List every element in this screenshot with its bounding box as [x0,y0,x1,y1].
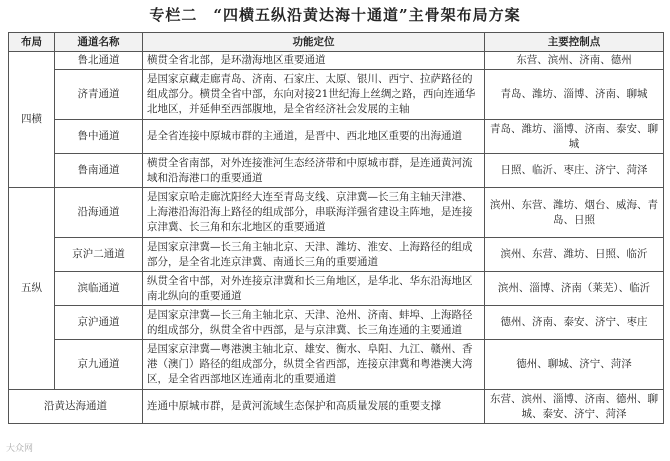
channel-name: 京沪二通道 [55,238,143,272]
channel-points: 东营、滨州、济南、德州 [485,52,664,70]
channel-function: 纵贯全省中部，对外连接京津冀和长三角地区，是华北、华东沿海地区南北纵向的重要通道 [143,272,485,306]
table-row [9,340,664,390]
header-channel-name: 通道名称 [55,33,143,52]
channel-name: 京九通道 [55,340,143,390]
channel-points: 滨州、东营、潍坊、日照、临沂 [485,238,664,272]
layout-table [8,32,664,424]
channel-name: 京沪通道 [55,306,143,340]
channel-name-yellow-river-to-sea: 沿黄达海通道 [9,390,143,424]
page-title: 专栏二 “四横五纵沿黄达海十通道”主骨架布局方案 [149,6,521,24]
channel-points: 滨州、淄博、济南（莱芜）、临沂 [485,272,664,306]
table-row [9,238,664,272]
header-control-points: 主要控制点 [485,33,664,52]
channel-function: 横贯全省南部，对外连接淮河生态经济带和中原城市群，是连通黄河流域和沿海港口的重要通道 [143,154,485,188]
table-row [9,390,664,424]
channel-points: 德州、聊城、济宁、菏泽 [485,340,664,390]
table-row [9,306,664,340]
channel-points: 东营、滨州、淄博、济南、德州、聊城、泰安、济宁、菏泽 [485,390,664,424]
channel-function: 是国家京津冀—粤港澳主轴北京、雄安、衡水、阜阳、九江、赣州、香港（澳门）路径的组成部分，纵贯全省西部，连接京津冀和粤港澳大湾区，是全省西部地区连通南北的重要通道 [143,340,485,390]
channel-name: 鲁南通道 [55,154,143,188]
table-row [9,120,664,154]
table-row [9,70,664,120]
channel-name: 鲁中通道 [55,120,143,154]
channel-points: 日照、临沂、枣庄、济宁、菏泽 [485,154,664,188]
channel-function: 是全省连接中原城市群的主通道，是晋中、西北地区重要的出海通道 [143,120,485,154]
header-function: 功能定位 [143,33,485,52]
channel-function: 是国家京藏走廊青岛、济南、石家庄、太原、银川、西宁、拉萨路径的组成部分。横贯全省中部，东向对接21世纪海上丝绸之路，西向连通华北地区，并延伸至西部腹地，是全省经济社会发展的主轴 [143,70,485,120]
channel-points: 滨州、东营、潍坊、烟台、威海、青岛、日照 [485,188,664,238]
table-row [9,154,664,188]
channel-function: 是国家京津冀—长三角主轴北京、天津、沧州、济南、蚌埠、上海路径的组成部分，纵贯全省中西部，是与京津冀、长三角连通的主要通道 [143,306,485,340]
channel-points: 德州、济南、泰安、济宁、枣庄 [485,306,664,340]
channel-points: 青岛、潍坊、淄博、济南、聊城 [485,70,664,120]
channel-name: 沿海通道 [55,188,143,238]
channel-function: 横贯全省北部，是环渤海地区重要通道 [143,52,485,70]
channel-function: 是国家京津冀—长三角主轴北京、天津、潍坊、淮安、上海路径的组成部分，是全省北连京津冀、南通长三角的重要通道 [143,238,485,272]
group-four-horizontal: 四横 [9,52,55,188]
channel-name: 滨临通道 [55,272,143,306]
group-five-vertical: 五纵 [9,188,55,390]
channel-name: 济青通道 [55,70,143,120]
table-header-row [9,33,664,52]
channel-function: 是国家京哈走廊沈阳经大连至青岛支线、京津冀—长三角主轴天津港、上海港沿海沿海上路径的组成部分，串联海洋强省建设主阵地，是连接京津冀、长三角和东北地区的重要通道 [143,188,485,238]
table-row [9,52,664,70]
channel-name: 鲁北通道 [55,52,143,70]
table-row [9,272,664,306]
channel-function: 连通中原城市群，是黄河流域生态保护和高质量发展的重要支撑 [143,390,485,424]
table-row [9,188,664,238]
header-layout: 布局 [9,33,55,52]
watermark-text: 大众网 [6,444,34,454]
channel-points: 青岛、潍坊、淄博、济南、泰安、聊城 [485,120,664,154]
